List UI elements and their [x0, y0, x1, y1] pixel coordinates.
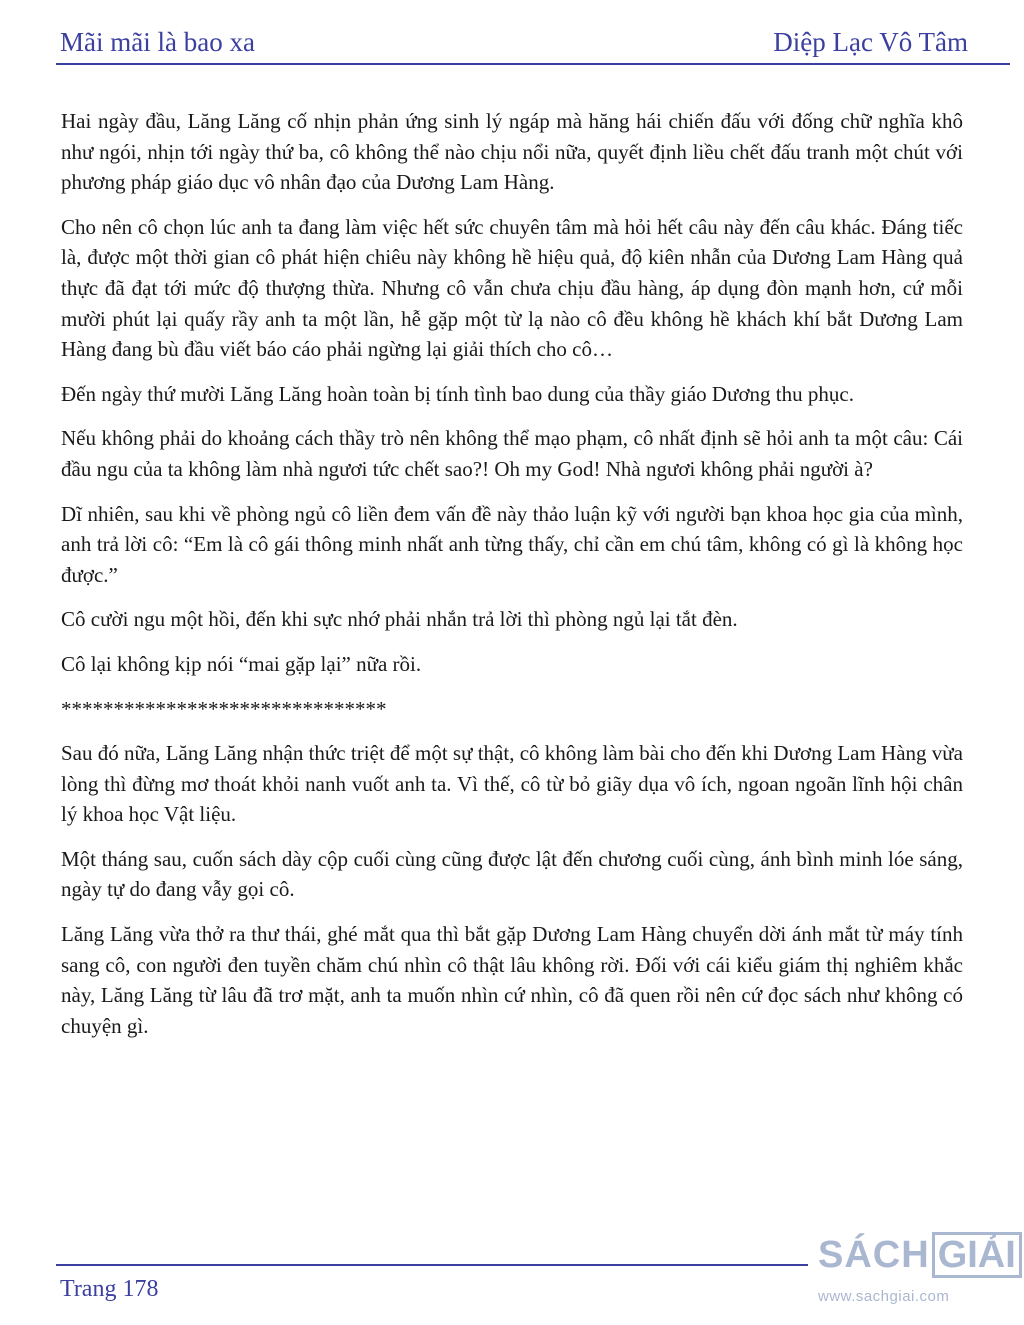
- paragraph: Hai ngày đầu, Lăng Lăng cố nhịn phản ứng sinh lý ngáp mà hăng hái chiến đấu với đống chữ nghĩa khô như ngói, nhịn tới ngày thứ ba, cô không thể nào chịu nổi nữa, quyết định liều chết đấu tranh một chút với phương pháp giáo dục vô nhân đạo của Dương Lam Hàng.: [61, 109, 963, 195]
- watermark-logo: [818, 1232, 1018, 1322]
- section-separator: *******************************: [61, 696, 387, 721]
- paragraph: Sau đó nữa, Lăng Lăng nhận thức triệt để một sự thật, cô không làm bài cho đến khi Dương Lam Hàng vừa lòng thì đừng mơ thoát khỏi nanh vuốt anh ta. Vì thế, cô từ bỏ giãy dụa vô ích, ngoan ngoãn lĩnh hội chân lý khoa học Vật liệu.: [61, 741, 963, 827]
- paragraph: Lăng Lăng vừa thở ra thư thái, ghé mắt qua thì bắt gặp Dương Lam Hàng chuyển dời ánh mắt từ máy tính sang cô, con người đen tuyền chăm chú nhìn cô thật lâu không rời. Đối với cái kiểu giám thị nghiêm khắc này, Lăng Lăng từ lâu đã trơ mặt, anh ta muốn nhìn cứ nhìn, cô đã quen rồi nên cứ đọc sách như không có chuyện gì.: [61, 922, 963, 1038]
- paragraph: Cô cười ngu một hồi, đến khi sực nhớ phải nhắn trả lời thì phòng ngủ lại tắt đèn.: [61, 607, 738, 632]
- paragraph: Cho nên cô chọn lúc anh ta đang làm việc hết sức chuyên tâm mà hỏi hết câu này đến câu khác. Đáng tiếc là, được một thời gian cô phát hiện chiêu này không hề hiệu quả, độ kiên nhẫn của Dương Lam Hàng quả thực đã đạt tới mức độ thượng thừa. Nhưng cô vẫn chưa chịu đầu hàng, áp dụng đòn mạnh hơn, cứ mỗi mười phút lại quấy rầy anh ta một lần, hễ gặp một từ lạ nào cô đều không hề khách khí bắt Dương Lam Hàng đang bù đầu viết báo cáo phải ngừng lại giải thích cho cô…: [61, 214, 963, 362]
- footer-divider: [56, 1264, 808, 1266]
- paragraph: Nếu không phải do khoảng cách thầy trò nên không thể mạo phạm, cô nhất định sẽ hỏi anh ta một câu: Cái đầu ngu của ta không làm nhà ngươi tức chết sao?! Oh my God! Nhà ngươi không phải người à?: [61, 426, 963, 481]
- paragraph: Dĩ nhiên, sau khi về phòng ngủ cô liền đem vấn đề này thảo luận kỹ với người bạn khoa học gia của mình, anh trả lời cô: “Em là cô gái thông minh nhất anh từng thấy, chỉ cần em chú tâm, không có gì là không học được.”: [61, 501, 963, 587]
- page-number: Trang 178: [60, 1276, 159, 1302]
- paragraph: Cô lại không kịp nói “mai gặp lại” nữa rồi.: [61, 651, 422, 676]
- author-name: Diệp Lạc Vô Tâm: [773, 26, 968, 57]
- paragraph: Một tháng sau, cuốn sách dày cộp cuối cùng cũng được lật đến chương cuối cùng, ánh bình minh lóe sáng, ngày tự do đang vẫy gọi cô.: [61, 846, 963, 902]
- watermark-logo-text: SÁCH: [818, 1233, 930, 1276]
- page-header: [60, 20, 968, 64]
- watermark-logo-box: GIẢI: [932, 1232, 1022, 1278]
- watermark-logo-row: [818, 1232, 1018, 1278]
- page-body: [61, 106, 963, 1055]
- watermark-url: www.sachgiai.com: [818, 1288, 950, 1305]
- header-divider: [56, 63, 1010, 65]
- paragraph: Đến ngày thứ mười Lăng Lăng hoàn toàn bị tính tình bao dung của thầy giáo Dương thu phục.: [61, 381, 854, 406]
- book-title: Mãi mãi là bao xa: [60, 26, 255, 57]
